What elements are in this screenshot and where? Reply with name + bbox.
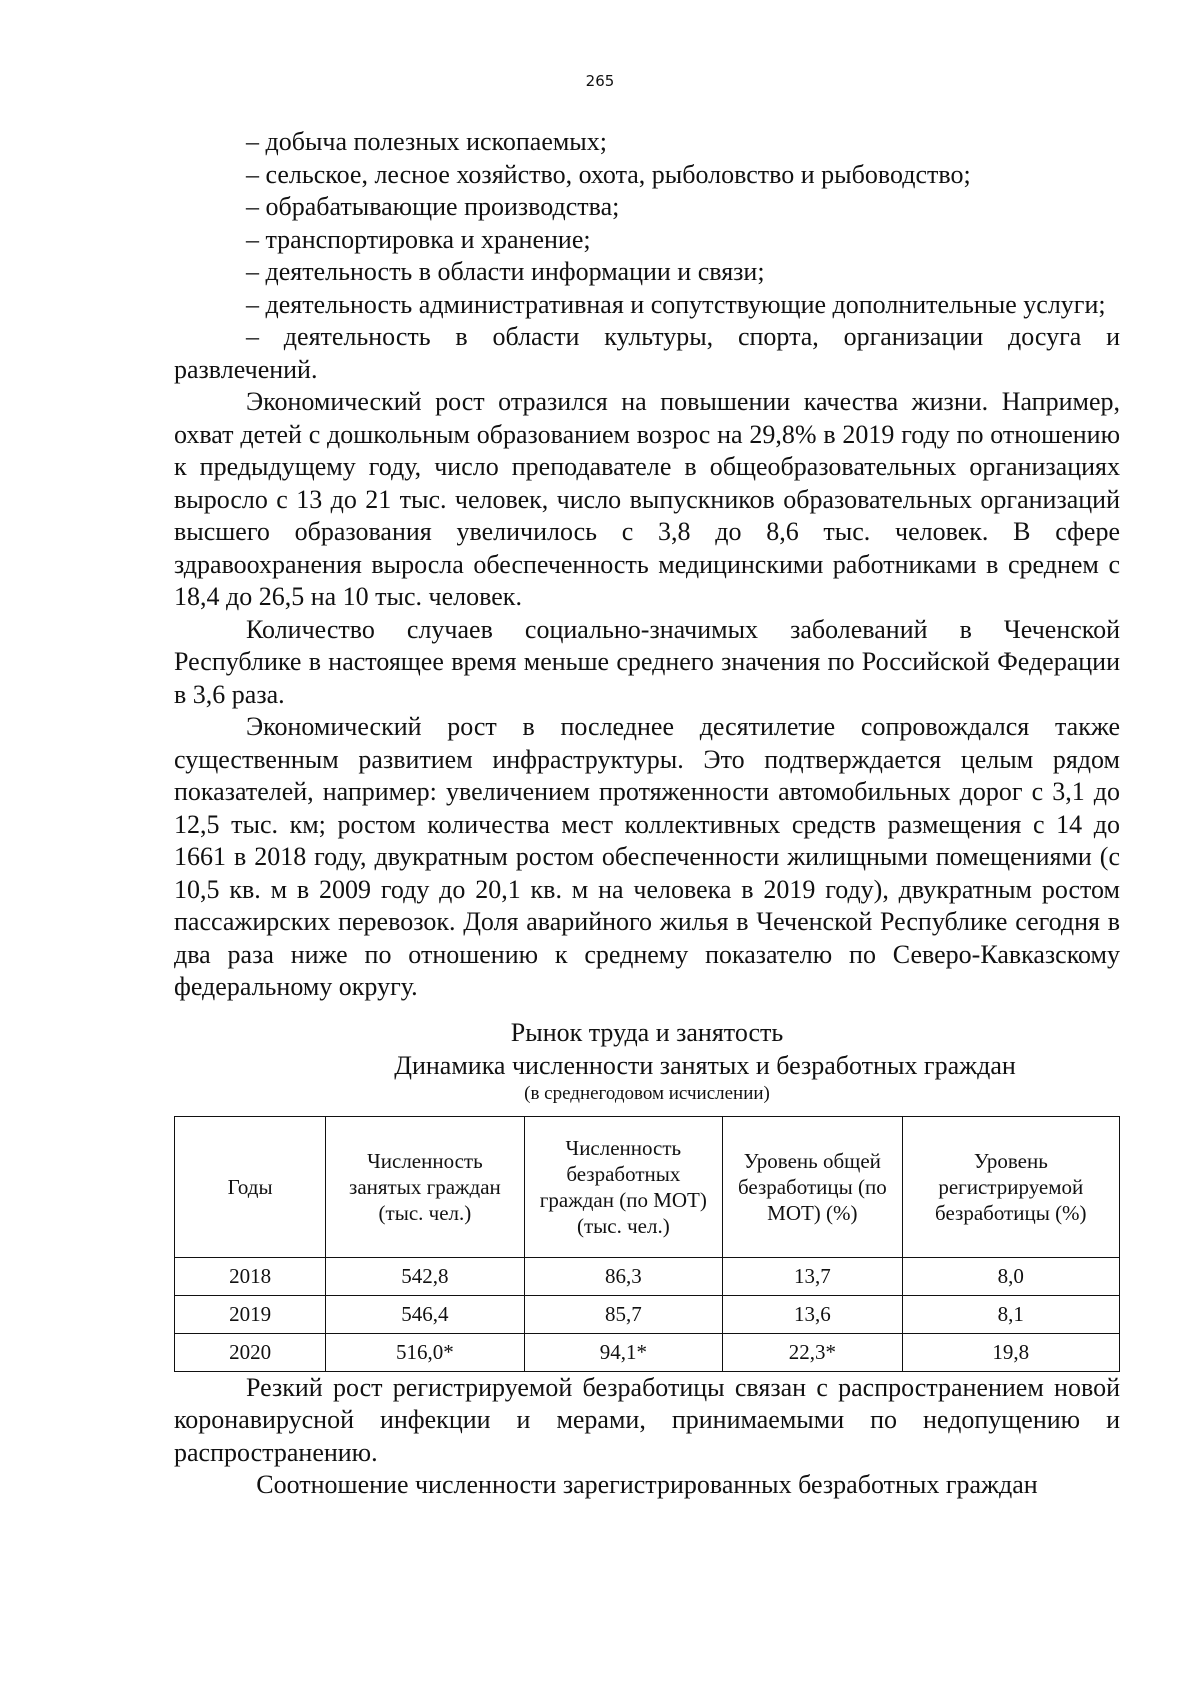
table-cell: 2018 bbox=[175, 1257, 326, 1295]
header-registered-rate: Уровень регистрируемой безработицы (%) bbox=[902, 1116, 1119, 1257]
table-cell: 546,4 bbox=[326, 1295, 524, 1333]
table-cell: 94,1* bbox=[524, 1333, 722, 1371]
paragraph-diseases: Количество случаев социально-значимых заболеваний в Чеченской Республике в настоящее время меньше среднего значения по Российской Федерации в 3,6 раза. bbox=[174, 614, 1120, 709]
table-cell: 86,3 bbox=[524, 1257, 722, 1295]
header-unemployed: Численность безработных граждан (по МОТ) (тыс. чел.) bbox=[524, 1116, 722, 1257]
table-cell: 8,0 bbox=[902, 1257, 1119, 1295]
list-item: – сельское, лесное хозяйство, охота, рыболовство и рыбоводство; bbox=[246, 159, 971, 189]
list-item: – деятельность в области информации и связи; bbox=[246, 257, 765, 286]
table-note: (в среднегодовом исчислении) bbox=[524, 1082, 770, 1104]
table-header-row bbox=[175, 1116, 1120, 1257]
next-section-heading: Соотношение численности зарегистрированных безработных граждан bbox=[256, 1470, 1038, 1499]
table-cell: 2020 bbox=[175, 1333, 326, 1371]
table-cell: 19,8 bbox=[902, 1333, 1119, 1371]
page-number: 265 bbox=[585, 72, 615, 90]
document-body bbox=[174, 126, 1120, 1502]
list-item: – деятельность административная и сопутствующие дополнительные услуги; bbox=[246, 289, 1106, 319]
paragraph-quality-of-life: Экономический рост отразился на повышении качества жизни. Например, охват детей с дошкольным образованием возрос на 29,8% в 2019 году по отношению к предыдущему году, число преподавателе в общеобразовательных организациях выросло с 13 до 21 тыс. человек, число выпускников образовательных организаций высшего образования увеличилось с 3,8 до 8,6 тыс. человек. В сфере здравоохранения выросла обеспеченность медицинскими работниками в среднем с 18,4 до 26,5 на 10 тыс. человек. bbox=[174, 387, 1120, 611]
list-item: – добыча полезных ископаемых; bbox=[246, 127, 608, 156]
table-cell: 22,3* bbox=[723, 1333, 903, 1371]
header-years: Годы bbox=[175, 1116, 326, 1257]
table-title: Динамика численности занятых и безработных граждан bbox=[394, 1050, 1016, 1080]
list-item: – обрабатывающие производства; bbox=[246, 192, 620, 221]
header-employed: Численность занятых граждан (тыс. чел.) bbox=[326, 1116, 524, 1257]
list-item: – транспортировка и хранение; bbox=[246, 224, 591, 254]
table-cell: 85,7 bbox=[524, 1295, 722, 1333]
table-cell: 516,0* bbox=[326, 1333, 524, 1371]
table-cell: 2019 bbox=[175, 1295, 326, 1333]
header-unemployment-rate: Уровень общей безработицы (по МОТ) (%) bbox=[723, 1116, 903, 1257]
table-cell: 13,6 bbox=[723, 1295, 903, 1333]
table-row bbox=[175, 1333, 1120, 1371]
employment-table bbox=[174, 1116, 1120, 1372]
list-item: – деятельность в области культуры, спорта, организации досуга и развлечений. bbox=[174, 322, 1120, 384]
paragraph-infrastructure: Экономический рост в последнее десятилетие сопровождался также существенным развитием инфраструктуры. Это подтверждается целым рядом показателей, например: увеличением протяженности автомобильных дорог с 3,1 до 12,5 тыс. км; ростом количества мест коллективных средств размещения с 14 до 1661 в 2018 году, двукратным ростом обеспеченности жилищными помещениями (с 10,5 кв. м в 2009 году до 20,1 кв. м на человека в 2019 году), двукратным ростом пассажирских перевозок. Доля аварийного жилья в Чеченской Республике сегодня в два раза ниже по отношению к среднему показателю по Северо-Кавказскому федеральному округу. bbox=[174, 712, 1120, 1001]
table-cell: 542,8 bbox=[326, 1257, 524, 1295]
table-cell: 8,1 bbox=[902, 1295, 1119, 1333]
table-row bbox=[175, 1295, 1120, 1333]
paragraph-unemployment-growth: Резкий рост регистрируемой безработицы связан с распространением новой коронавирусной инфекции и мерами, принимаемыми по недопущению и распространению. bbox=[174, 1372, 1120, 1467]
section-title: Рынок труда и занятость bbox=[510, 1017, 784, 1047]
table-row bbox=[175, 1257, 1120, 1295]
table-cell: 13,7 bbox=[723, 1257, 903, 1295]
